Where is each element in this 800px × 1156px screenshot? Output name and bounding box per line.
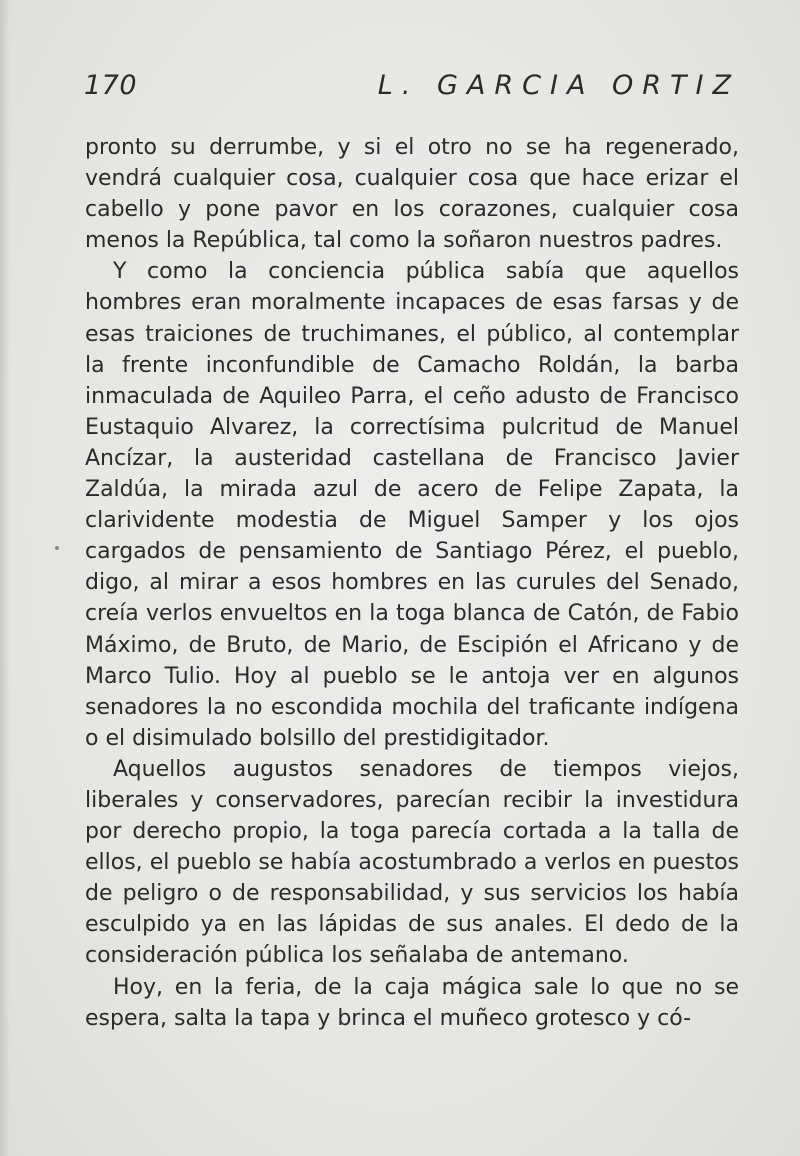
paragraph: Aquellos augustos senadores de tiempos viejos, liberales y conservadores, parecían recibir la investidura por derecho propio, la toga parecía cortada a la talla de ellos, el pueblo se había acostumbrado a verlos en puestos de peligro o de responsabilidad, y sus servicios los había esculpido ya en las lápidas de sus anales. El dedo de la consideración pública los señalaba de antemano. xyxy=(85,756,739,969)
paragraph: Y como la conciencia pública sabía que aquellos hombres eran moralmente incapaces de esas farsas y de esas traiciones de truchimanes, el público, al contemplar la frente inconfundible de Camacho Roldán, la barba inmaculada de Aquileo Parra, el ceño adusto de Francisco Eustaquio Alvarez, la correctísima pulcritud de Manuel Ancízar, la austeridad castellana de Francisco Javier Zaldúa, la mirada azul de acero de Felipe Zapata, la clarividente modestia de Miguel Samper y los ojos cargados de pensamiento de Santiago Pérez, el pueblo, digo, al mirar a esos hombres en las curules del Senado, creía verlos envueltos en la toga blanca de Catón, de Fabio Máximo, de Bruto, de Mario, de Escipión el Africano y de Marco Tulio. Hoy al pueblo se le antoja ver en algunos senadores la no escondida mochila del traficante indígena o el disimulado bolsillo del prestidigitador. xyxy=(85,259,739,751)
paragraph-continued: pronto su derrumbe, y si el otro no se ha regenerado, vendrá cualquier cosa, cualquier cosa que hace erizar el cabello y pone pavor en los corazones, cualquier cosa menos la República, tal como la soñaron nuestros padres. xyxy=(85,135,739,254)
spine-shadow xyxy=(0,0,10,1156)
body-text xyxy=(85,132,739,1034)
page-header xyxy=(84,70,740,110)
running-head-author: L. GARCIA ORTIZ xyxy=(377,70,740,101)
page-number: 170 xyxy=(84,70,138,101)
paragraph: Hoy, en la feria, de la caja mágica sale lo que no se espera, salta la tapa y brinca el muñeco grotesco y có- xyxy=(85,974,739,1031)
margin-mark xyxy=(55,546,59,550)
